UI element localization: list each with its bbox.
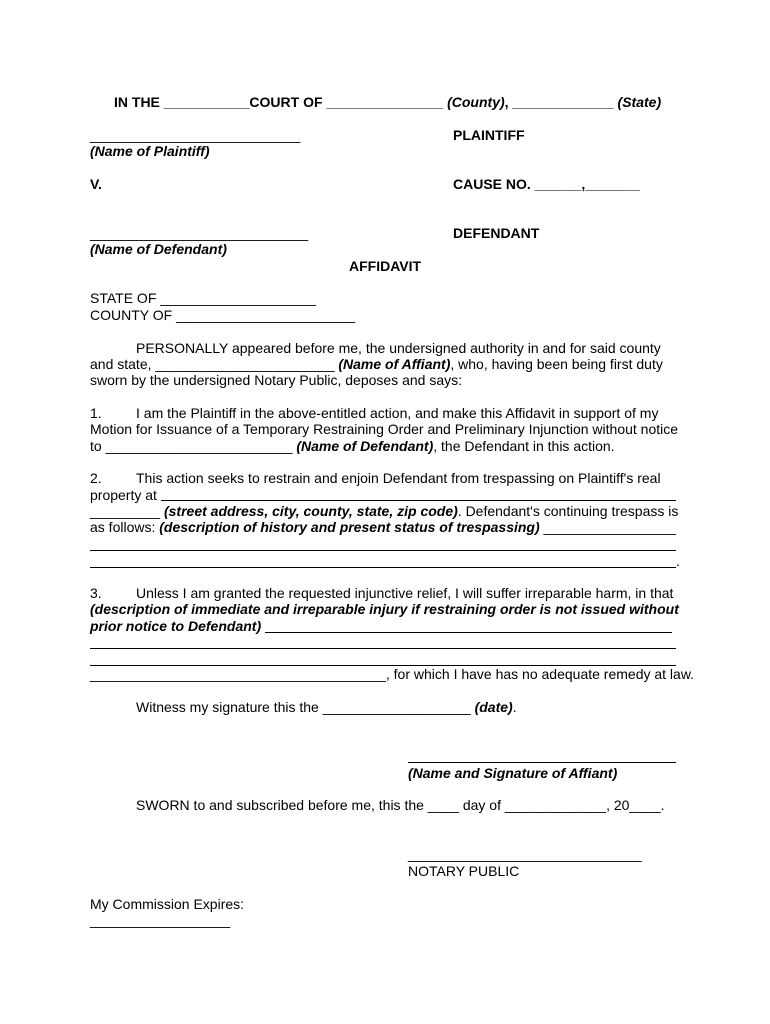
notary-public-label: NOTARY PUBLIC: [408, 863, 520, 879]
para3-line-2: (description of immediate and irreparable injury if restraining order is not issued without: [90, 601, 679, 617]
intro-line-1: PERSONALLY appeared before me, the undersigned authority in and for said county: [136, 340, 661, 356]
para2-line-2: property at: [90, 487, 157, 503]
plaintiff-label: PLAINTIFF: [453, 127, 525, 143]
trespass-description-rule-1: [90, 550, 676, 551]
plaintiff-name-label: (Name of Plaintiff): [90, 143, 210, 159]
court-line-text: IN THE ___________COURT OF _______________: [114, 94, 448, 110]
state-label: (State): [617, 94, 662, 110]
intro-line-2-c: , who, having been being first duty: [450, 356, 663, 372]
para2-line-3-c: . Defendant's continuing trespass is: [457, 503, 679, 519]
para3-line-3: prior notice to Defendant): [90, 618, 262, 634]
intro-line-3: sworn by the undersigned Notary Public, deposes and says:: [90, 372, 462, 388]
para2-line-4: [90, 519, 676, 536]
defendant-name-blank: ____________________________: [90, 225, 309, 241]
para3-number: 3.: [90, 585, 102, 601]
witness-line: [136, 699, 517, 716]
para1-line-2: Motion for Issuance of a Temporary Restraining Order and Preliminary Injunction without notice: [90, 421, 679, 437]
para1-line-3: [90, 438, 615, 455]
document-title: AFFIDAVIT: [349, 258, 422, 274]
trespass-description-rule-2: [90, 567, 676, 568]
para3-line-5-a: ______________________________________: [90, 666, 386, 682]
para1-line-1: I am the Plaintiff in the above-entitled action, and make this Affidavit in support of my: [136, 405, 659, 421]
affiant-signature-label: (Name and Signature of Affiant): [408, 765, 618, 781]
county-label: (County): [447, 94, 505, 110]
notary-signature-blank: ______________________________: [408, 846, 642, 862]
witness-text-c: .: [512, 699, 517, 715]
court-line-text-2: , _____________: [504, 94, 618, 110]
plaintiff-name-blank: ___________________________: [90, 127, 301, 143]
commission-expires-blank: __________________: [90, 912, 231, 928]
commission-expires-label: My Commission Expires:: [90, 896, 245, 912]
para1-number: 1.: [90, 405, 102, 421]
para2-number: 2.: [90, 470, 102, 486]
para2-line-4-a: as follows:: [90, 519, 160, 535]
para3-line-5: [90, 666, 694, 683]
property-address-rule: [161, 500, 676, 501]
versus: V.: [90, 176, 102, 192]
para3-line-1: Unless I am granted the requested injunctive relief, I will suffer irreparable harm, in that: [136, 585, 674, 601]
cause-number: CAUSE NO. ______,_______: [453, 176, 640, 192]
trespass-description-label: (description of history and present status of trespassing): [159, 519, 540, 535]
court-line: [114, 94, 661, 111]
venue-state: STATE OF ____________________: [90, 290, 316, 306]
para2-period: .: [676, 553, 680, 569]
defendant-name-ref: (Name of Defendant): [296, 438, 434, 454]
para2-line-3-a: _________: [90, 503, 164, 519]
sworn-line: SWORN to and subscribed before me, this the ____ day of _____________, 20____.: [136, 797, 665, 813]
witness-date-label: (date): [474, 699, 513, 715]
defendant-label: DEFENDANT: [453, 225, 540, 241]
intro-line-2-a: and state, _______________________: [90, 356, 339, 372]
address-label: (street address, city, county, state, zip code): [163, 503, 458, 519]
intro-line-2: [90, 356, 663, 373]
affiant-signature-rule: [408, 762, 676, 763]
venue-county: COUNTY OF _______________________: [90, 307, 356, 323]
para1-line-3-a: to ________________________: [90, 438, 297, 454]
para1-line-3-c: , the Defendant in this action.: [433, 438, 615, 454]
para3-line-5-b: , for which I have has no adequate remedy at law.: [385, 666, 695, 682]
injury-description-rule-1: [265, 632, 672, 633]
witness-text-a: Witness my signature this the ___________________: [136, 699, 475, 715]
para2-line-4-c: _________________: [539, 519, 676, 535]
para2-line-3: [90, 503, 678, 520]
affiant-name-label: (Name of Affiant): [338, 356, 451, 372]
para2-line-1: This action seeks to restrain and enjoin Defendant from trespassing on Plaintiff's real: [136, 470, 661, 486]
defendant-name-label: (Name of Defendant): [90, 241, 227, 257]
injury-description-rule-2: [90, 648, 676, 649]
